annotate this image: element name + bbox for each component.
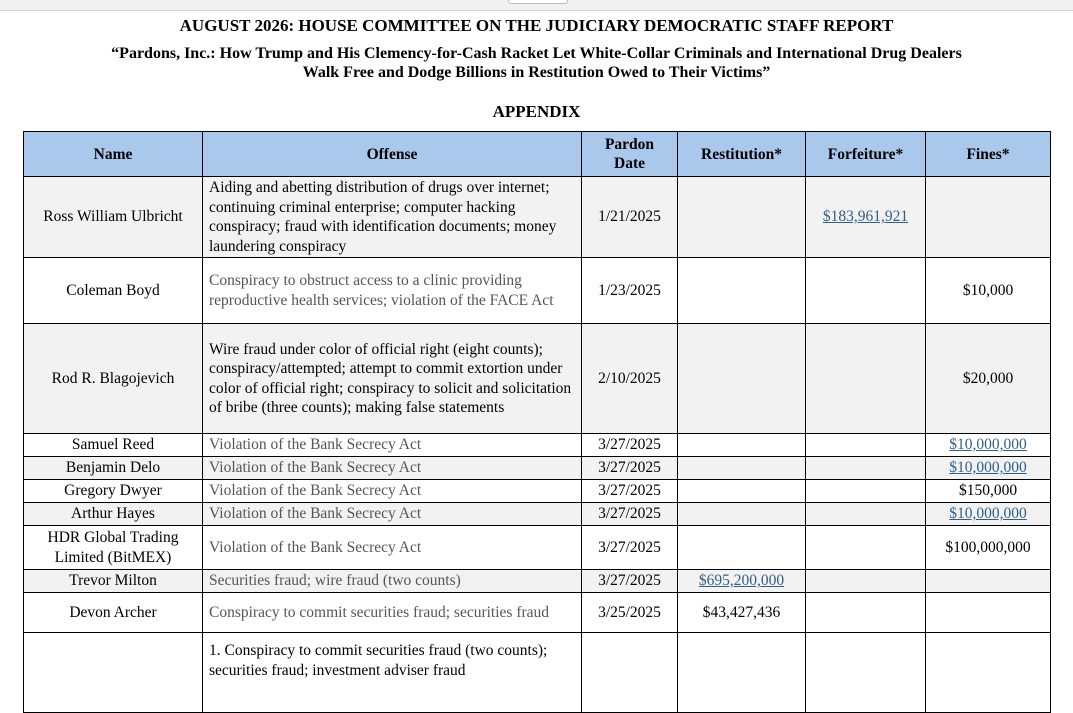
cell-fines: $100,000,000 — [926, 526, 1051, 570]
cell-forfeiture — [806, 633, 926, 713]
cell-forfeiture — [806, 526, 926, 570]
cell-forfeiture — [806, 324, 926, 434]
cell-pardon-date: 3/27/2025 — [582, 480, 678, 503]
table-row — [24, 633, 1051, 713]
cell-offense: Aiding and abetting distribution of drugs over internet; continuing criminal enterprise; computer hacking conspiracy; fraud with identification documents; money laundering conspiracy — [203, 177, 582, 258]
cell-forfeiture — [806, 177, 926, 258]
table-row — [24, 503, 1051, 526]
table-row — [24, 480, 1051, 503]
column-header-fines: Fines* — [926, 132, 1051, 177]
cell-pardon-date: 3/27/2025 — [582, 570, 678, 593]
cell-fines — [926, 434, 1051, 457]
report-subtitle-line-2: Walk Free and Dodge Billions in Restitution Owed to Their Victims” — [302, 64, 771, 81]
cell-offense: Violation of the Bank Secrecy Act — [203, 480, 582, 503]
cell-offense: Violation of the Bank Secrecy Act — [203, 457, 582, 480]
cell-forfeiture — [806, 480, 926, 503]
viewer-top-strip — [0, 0, 1073, 11]
table-row — [24, 593, 1051, 633]
table-row — [24, 457, 1051, 480]
column-header-pardon-date — [582, 132, 678, 177]
report-title: AUGUST 2026: HOUSE COMMITTEE ON THE JUDICIARY DEMOCRATIC STAFF REPORT — [179, 16, 894, 35]
cell-fines — [926, 503, 1051, 526]
cell-restitution — [678, 526, 806, 570]
cell-restitution — [678, 258, 806, 324]
cell-offense: Violation of the Bank Secrecy Act — [203, 526, 582, 570]
section-heading: APPENDIX — [492, 102, 581, 121]
cell-pardon-date: 1/21/2025 — [582, 177, 678, 258]
cell-restitution — [678, 480, 806, 503]
table-header-row — [24, 132, 1051, 177]
cell-name: Rod R. Blagojevich — [24, 324, 203, 434]
column-header-restitution: Restitution* — [678, 132, 806, 177]
fines-link[interactable]: $10,000,000 — [949, 505, 1027, 523]
cell-pardon-date: 1/23/2025 — [582, 258, 678, 324]
restitution-link[interactable]: $695,200,000 — [698, 572, 785, 590]
cell-fines: $20,000 — [926, 324, 1051, 434]
cell-name — [24, 633, 203, 713]
cell-pardon-date: 3/25/2025 — [582, 593, 678, 633]
cell-restitution — [678, 633, 806, 713]
report-subtitle — [0, 44, 1073, 82]
table-row — [24, 526, 1051, 570]
cell-forfeiture — [806, 457, 926, 480]
cell-offense: Wire fraud under color of official right (eight counts); conspiracy/attempted; attempt to commit extortion under color of official right; conspiracy to solicit and solicitation of bribe (three counts); making false statements — [203, 324, 582, 434]
report-subtitle-line-1: “Pardons, Inc.: How Trump and His Clemency-for-Cash Racket Let White-Collar Criminals and International Drug Dealers — [111, 45, 962, 62]
cell-pardon-date: 2/10/2025 — [582, 324, 678, 434]
table-row — [24, 324, 1051, 434]
cell-forfeiture — [806, 434, 926, 457]
cell-fines — [926, 457, 1051, 480]
fines-link[interactable]: $10,000,000 — [949, 436, 1027, 454]
table-row — [24, 434, 1051, 457]
cell-forfeiture — [806, 593, 926, 633]
cell-pardon-date: 3/27/2025 — [582, 526, 678, 570]
cell-forfeiture — [806, 503, 926, 526]
cell-restitution — [678, 503, 806, 526]
column-header-pardon-date-line-1: Pardon — [604, 136, 655, 153]
cell-fines — [926, 177, 1051, 258]
column-header-offense: Offense — [203, 132, 582, 177]
table-row — [24, 570, 1051, 593]
cell-restitution — [678, 570, 806, 593]
cell-restitution: $43,427,436 — [678, 593, 806, 633]
cell-offense: 1. Conspiracy to commit securities fraud (two counts); securities fraud; investment adviser fraud — [203, 633, 582, 713]
cell-name: Samuel Reed — [24, 434, 203, 457]
cell-name: Coleman Boyd — [24, 258, 203, 324]
cell-pardon-date: 3/27/2025 — [582, 503, 678, 526]
cell-fines — [926, 570, 1051, 593]
appendix-table — [23, 131, 1051, 713]
table-row — [24, 177, 1051, 258]
cell-name: Trevor Milton — [24, 570, 203, 593]
cell-offense: Securities fraud; wire fraud (two counts) — [203, 570, 582, 593]
cell-name: Arthur Hayes — [24, 503, 203, 526]
cell-pardon-date: 3/27/2025 — [582, 434, 678, 457]
cell-offense: Conspiracy to commit securities fraud; securities fraud — [203, 593, 582, 633]
cell-name: Benjamin Delo — [24, 457, 203, 480]
cell-pardon-date: 3/27/2025 — [582, 457, 678, 480]
cell-restitution — [678, 434, 806, 457]
page-tab-handle — [508, 0, 568, 4]
cell-offense: Conspiracy to obstruct access to a clinic providing reproductive health services; violation of the FACE Act — [203, 258, 582, 324]
cell-forfeiture — [806, 570, 926, 593]
cell-name: Gregory Dwyer — [24, 480, 203, 503]
cell-offense: Violation of the Bank Secrecy Act — [203, 434, 582, 457]
cell-offense: Violation of the Bank Secrecy Act — [203, 503, 582, 526]
cell-restitution — [678, 457, 806, 480]
fines-link[interactable]: $10,000,000 — [949, 459, 1027, 477]
cell-fines: $10,000 — [926, 258, 1051, 324]
cell-forfeiture — [806, 258, 926, 324]
cell-restitution — [678, 324, 806, 434]
cell-fines — [926, 633, 1051, 713]
cell-fines — [926, 593, 1051, 633]
cell-name: HDR Global Trading Limited (BitMEX) — [24, 526, 203, 570]
column-header-pardon-date-line-2: Date — [614, 155, 645, 172]
column-header-name: Name — [24, 132, 203, 177]
forfeiture-link[interactable]: $183,961,921 — [822, 208, 909, 226]
column-header-forfeiture: Forfeiture* — [806, 132, 926, 177]
cell-fines: $150,000 — [926, 480, 1051, 503]
table-row — [24, 258, 1051, 324]
cell-pardon-date — [582, 633, 678, 713]
cell-name: Devon Archer — [24, 593, 203, 633]
cell-name: Ross William Ulbricht — [24, 177, 203, 258]
cell-restitution — [678, 177, 806, 258]
